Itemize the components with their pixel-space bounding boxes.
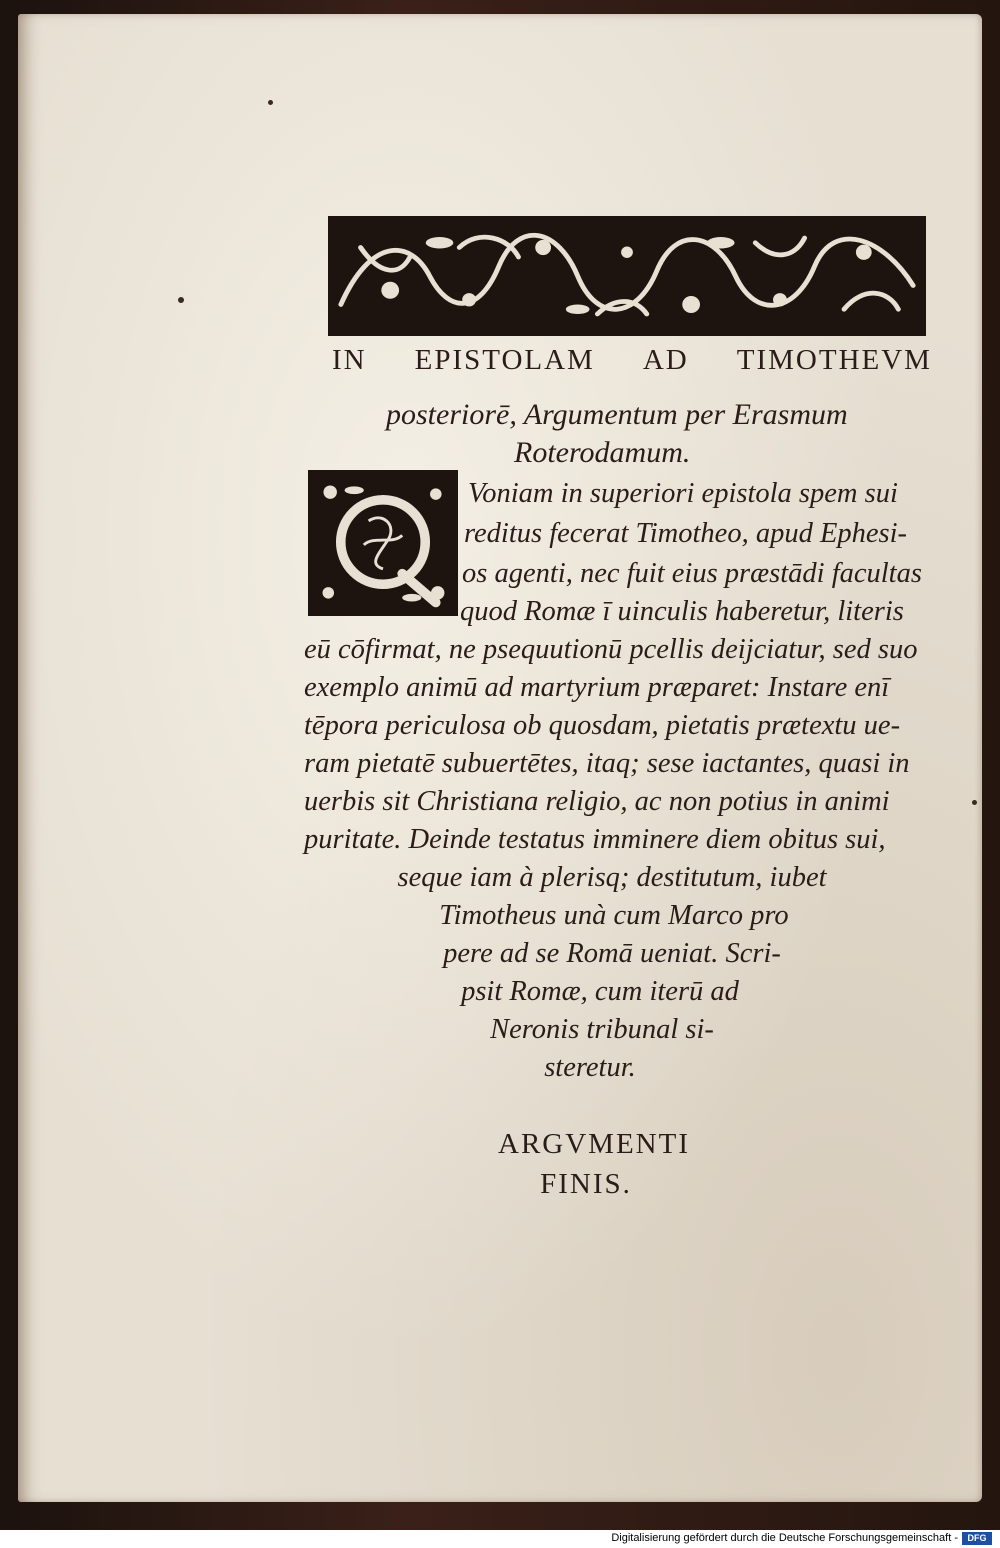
body-line: Neronis tribunal si-	[490, 1014, 714, 1045]
body-line: seque iam à plerisq; destitutum, iubet	[397, 862, 827, 893]
body-line: Voniam in superiori epistola spem sui	[468, 478, 898, 509]
body-line: psit Romæ, cum iterū ad	[461, 976, 739, 1007]
heading-word: EPISTOLAM	[414, 344, 595, 376]
heading-word: IN	[332, 344, 367, 376]
body-line: eū cōfirmat, ne psequutionū pcellis deijciatur, sed suo	[304, 634, 918, 665]
heading-word: TIMOTHEVM	[736, 344, 932, 376]
body-line: quod Romæ ī uinculis haberetur, literis	[460, 596, 904, 627]
closing-line-1: ARGVMENTI	[498, 1128, 690, 1160]
body-line: steretur.	[544, 1052, 636, 1083]
body-line: tēpora periculosa ob quosdam, pietatis prætextu ue-	[304, 710, 901, 741]
body-line: os agenti, nec fuit eius præstādi facultas	[462, 558, 922, 589]
footer-bar	[0, 1530, 1000, 1548]
body-line: Timotheus unà cum Marco pro	[439, 900, 789, 931]
paper-spot	[268, 100, 273, 105]
ornamental-headpiece	[328, 216, 926, 336]
heading-title	[332, 344, 932, 377]
paper-spot	[178, 297, 184, 303]
body-line: exemplo animū ad martyrium præparet: Instare enī	[304, 672, 890, 703]
body-line: ram pietatē subuertētes, itaq; sese iactantes, quasi in	[304, 748, 910, 779]
dfg-logo: DFG	[962, 1532, 992, 1545]
footer-credit: Digitalisierung gefördert durch die Deutsche Forschungsgemeinschaft -	[611, 1532, 958, 1544]
closing-line-2: FINIS.	[540, 1168, 632, 1200]
subtitle-line-2: Roterodamum.	[514, 436, 691, 469]
paper-spot	[972, 800, 977, 805]
body-line: uerbis sit Christiana religio, ac non potius in animi	[304, 786, 890, 817]
subtitle-line-1: posteriorē, Argumentum per Erasmum	[386, 398, 848, 431]
body-line: puritate. Deinde testatus imminere diem obitus sui,	[304, 824, 886, 855]
heading-word: AD	[642, 344, 689, 376]
body-line: reditus fecerat Timotheo, apud Ephesi-	[464, 518, 908, 549]
body-line: pere ad se Romā ueniat. Scri-	[443, 938, 781, 969]
decorated-initial-q	[308, 470, 458, 616]
